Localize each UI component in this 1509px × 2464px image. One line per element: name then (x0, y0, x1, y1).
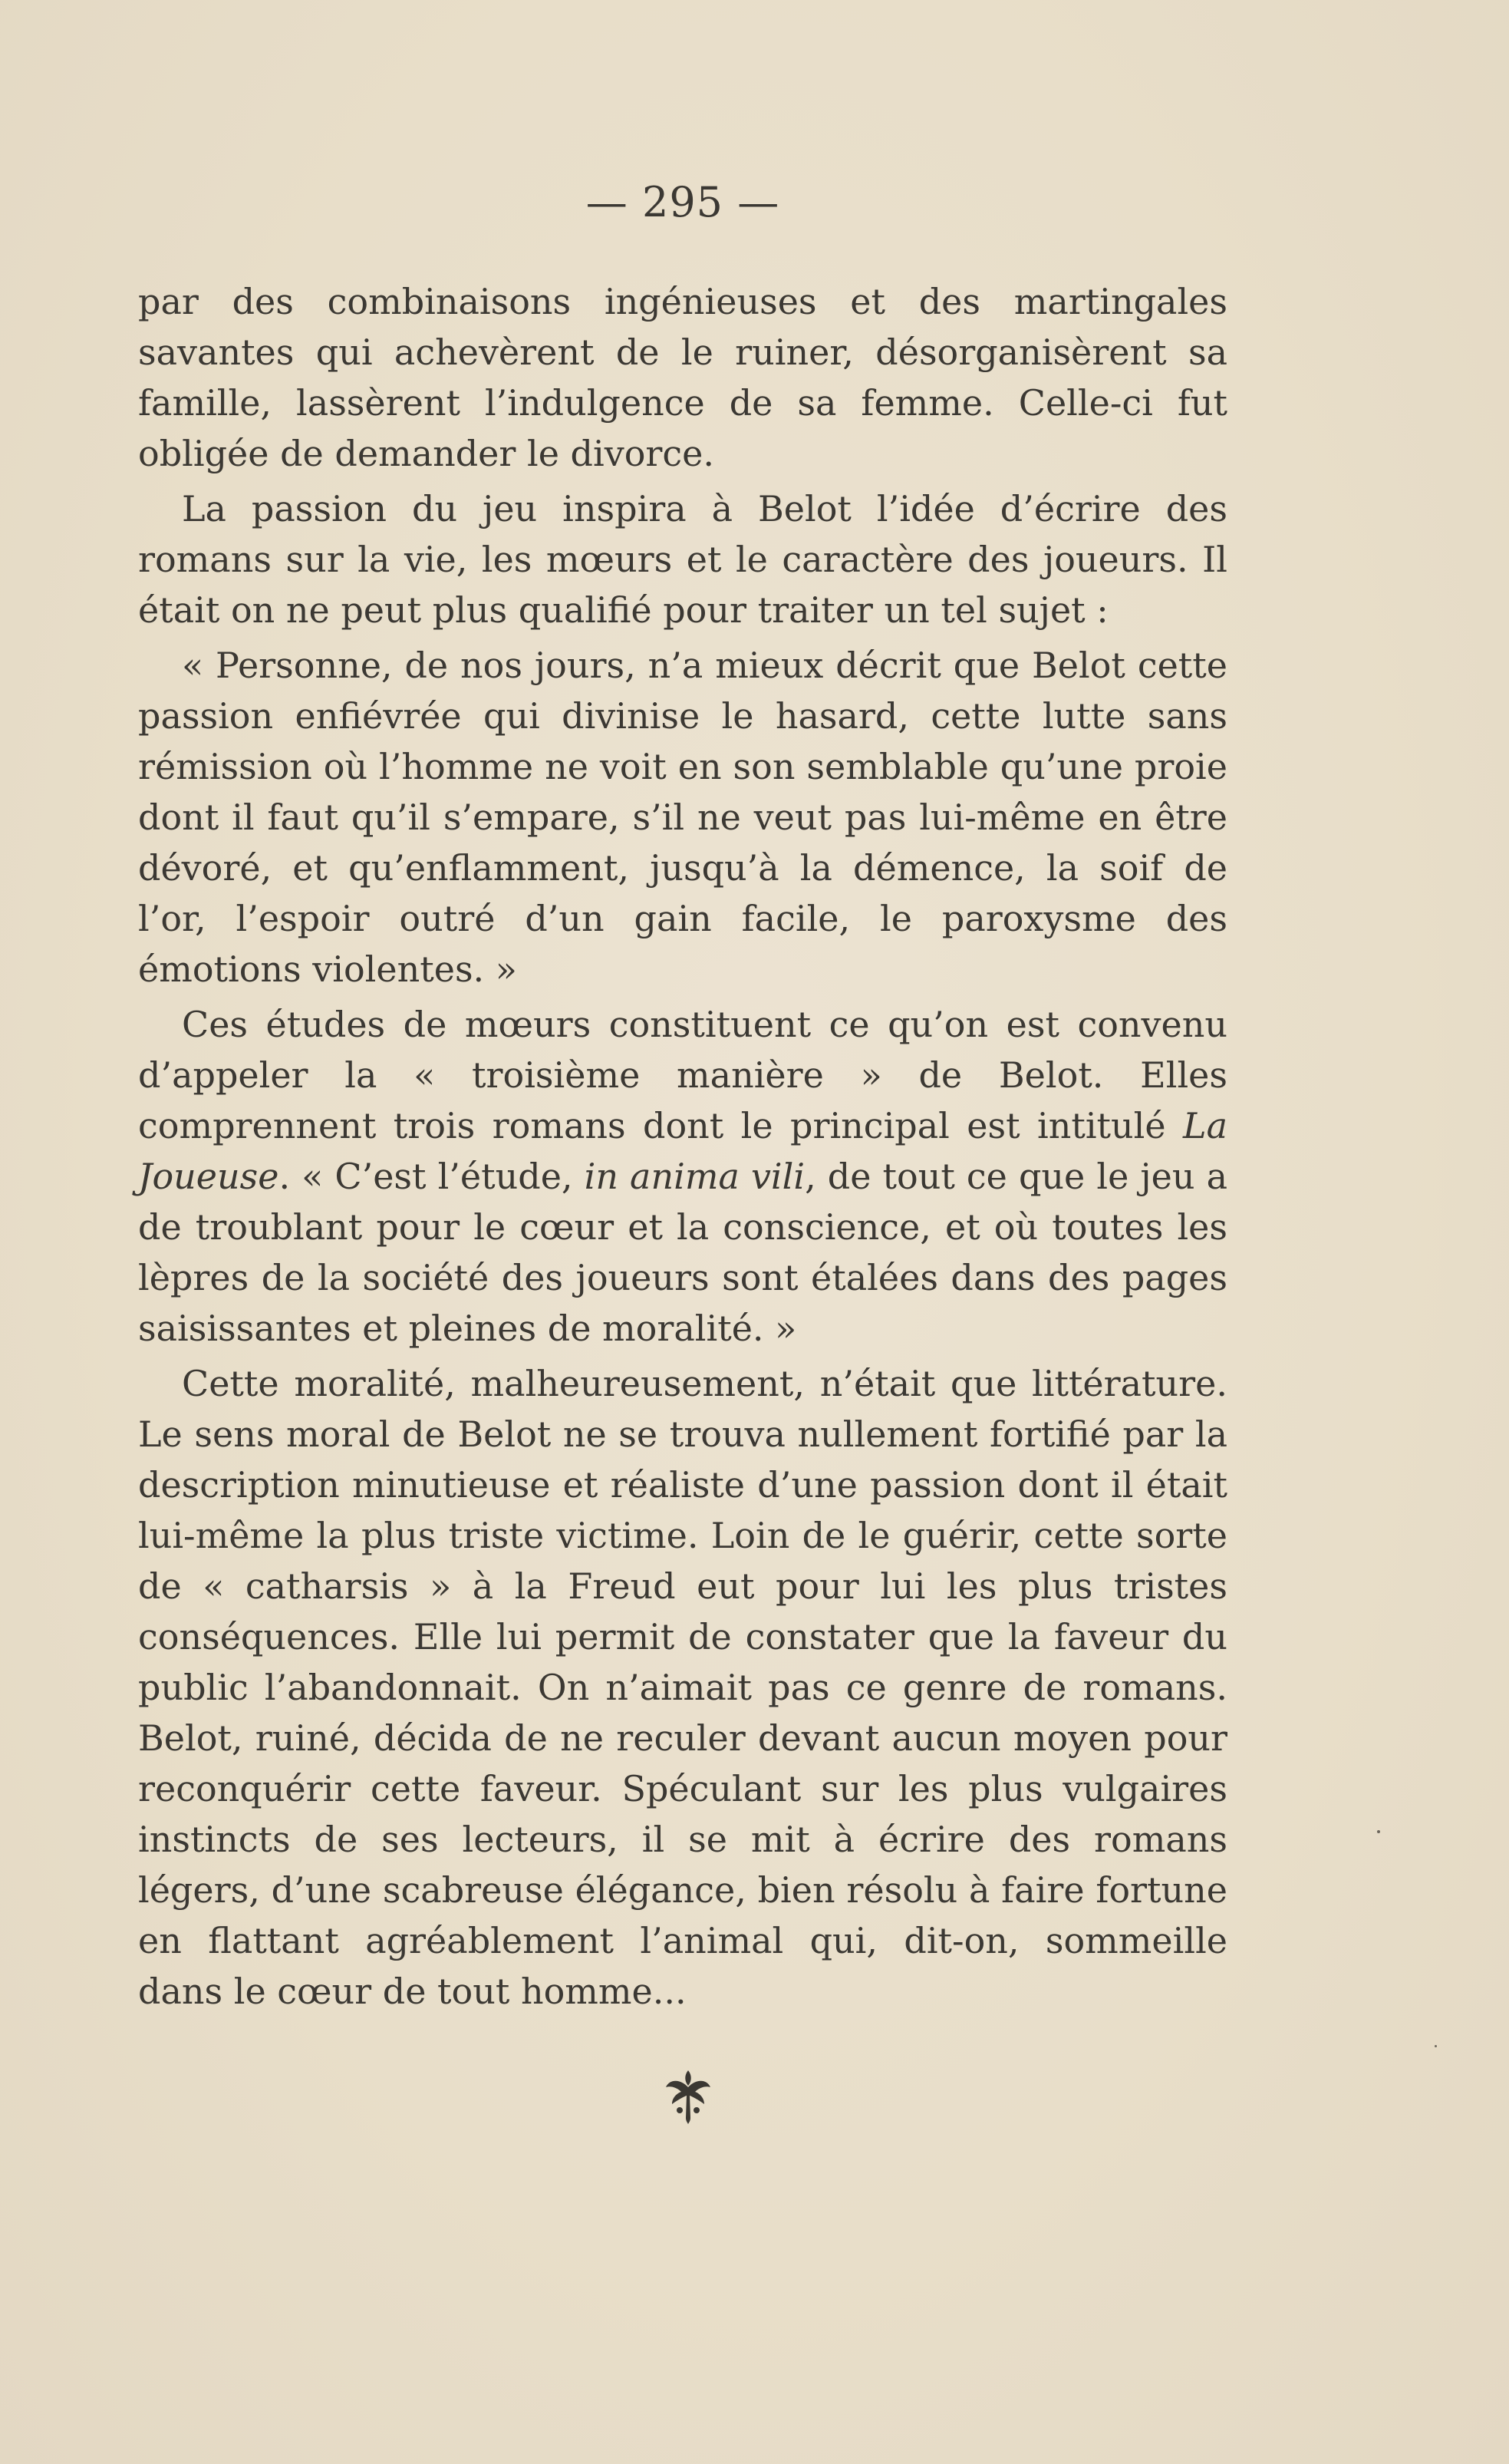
latin-phrase: in anima vili (584, 1156, 806, 1197)
paragraph-4-part-1: Ces études de mœurs constituent ce qu’on est convenu d’appeler la « troisième manière » de Belot. Elles comprennent trois romans dont le principal est intitulé (138, 1004, 1227, 1146)
paper-speck (1435, 2045, 1437, 2047)
paragraph-5: Cette moralité, malheureusement, n’était que littérature. Le sens moral de Belot ne se trouva nullement fortifié par la description minutieuse et réaliste d’une passion dont il était lui-même la plus triste victime. Loin de le guérir, cette sorte de « catharsis » à la Freud eut pour lui les plus tristes conséquences. Elle lui permit de constater que la faveur du public l’abandonnait. On n’aimait pas ce genre de romans. Belot, ruiné, décida de ne reculer devant aucun moyen pour reconquérir cette faveur. Spéculant sur les plus vulgaires instincts de ses lecteurs, il se mit à écrire des romans légers, d’une scabreuse élégance, bien résolu à faire fortune en flattant agréablement l’animal qui, dit-on, sommeille dans le cœur de tout homme... (138, 1363, 1227, 2012)
paragraph-1: par des combinaisons ingénieuses et des martingales savantes qui achevèrent de le ruiner, désorganisèrent sa famille, lassèrent l’indulgence de sa femme. Celle-ci fut obligée de demander le divorce. (138, 281, 1227, 474)
paragraph-3-quote: « Personne, de nos jours, n’a mieux décrit que Belot cette passion enfiévrée qui divinise le hasard, cette lutte sans rémission où l’homme ne voit en son semblable qu’une proie dont il faut qu’il s’empare, s’il ne veut pas lui-même en être dévoré, et qu’enflamment, jusqu’à la démence, la soif de l’or, l’espoir outré d’un gain facile, le paroxysme des émotions violentes. » (138, 645, 1227, 990)
paragraph-2: La passion du jeu inspira à Belot l’idée d’écrire des romans sur la vie, les mœurs et le caractère des joueurs. Il était on ne peut plus qualifié pour traiter un tel sujet : (138, 488, 1227, 631)
paper-speck (1377, 1830, 1380, 1833)
paragraph-4-part-2: . « C’est l’étude, (278, 1156, 585, 1197)
paragraph-4 (138, 999, 1227, 1354)
page-number: — 295 — (585, 178, 780, 226)
fleuron-icon (661, 2064, 715, 2126)
book-title-la-joueuse: La Joueuse (138, 1105, 1227, 1197)
paragraph-4-part-3: , de tout ce que le jeu a de troublant pour le cœur et la conscience, et où toutes les lèpres de la société des joueurs sont étalées dans des pages saisissantes et pleines de moralité. » (138, 1156, 1227, 1349)
body-text (138, 276, 1227, 2021)
